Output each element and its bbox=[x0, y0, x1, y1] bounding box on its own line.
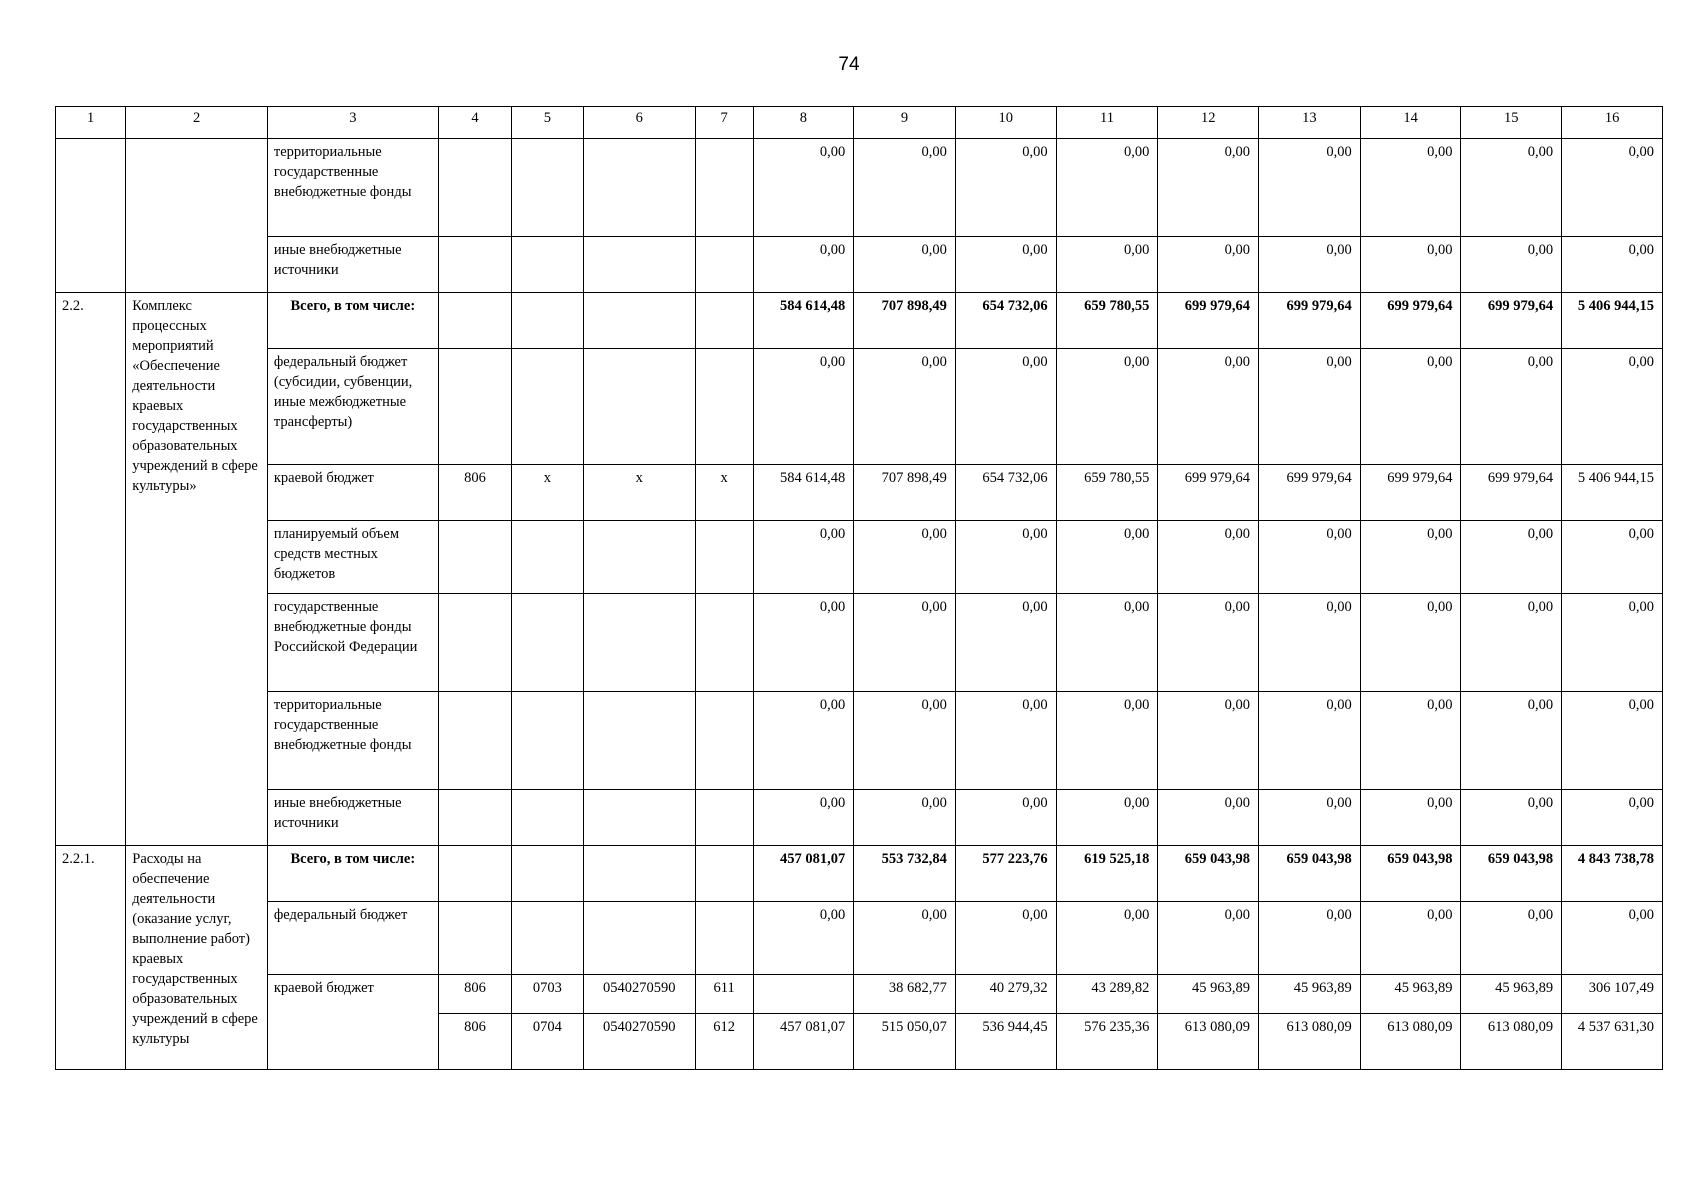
total-cell: 4 537 631,30 bbox=[1562, 1014, 1663, 1070]
value-cell: 0,00 bbox=[1461, 237, 1562, 293]
value-cell: 0,00 bbox=[854, 902, 956, 975]
item-name-cell bbox=[126, 139, 268, 293]
value-cell: 0,00 bbox=[854, 692, 956, 790]
grbs-cell bbox=[438, 139, 511, 237]
value-cell: 613 080,09 bbox=[1461, 1014, 1562, 1070]
vr-cell bbox=[695, 349, 753, 465]
grbs-cell bbox=[438, 902, 511, 975]
value-cell: 707 898,49 bbox=[854, 293, 956, 349]
value-cell: 0,00 bbox=[1158, 790, 1259, 846]
value-cell: 0,00 bbox=[1259, 594, 1361, 692]
value-cell: 699 979,64 bbox=[1259, 293, 1361, 349]
rzpr-cell bbox=[512, 790, 583, 846]
total-cell: 0,00 bbox=[1562, 521, 1663, 594]
value-cell: 45 963,89 bbox=[1259, 975, 1361, 1014]
value-cell: 515 050,07 bbox=[854, 1014, 956, 1070]
value-cell: 0,00 bbox=[955, 349, 1056, 465]
table-row bbox=[56, 975, 1663, 1014]
value-cell: 0,00 bbox=[1158, 521, 1259, 594]
table-row bbox=[56, 846, 1663, 902]
table-row bbox=[56, 139, 1663, 237]
vr-cell: x bbox=[695, 465, 753, 521]
value-cell: 699 979,64 bbox=[1461, 465, 1562, 521]
csr-cell: x bbox=[583, 465, 695, 521]
value-cell: 0,00 bbox=[753, 521, 854, 594]
table-row bbox=[56, 790, 1663, 846]
vr-cell bbox=[695, 139, 753, 237]
rzpr-cell bbox=[512, 349, 583, 465]
value-cell: 613 080,09 bbox=[1360, 1014, 1461, 1070]
funding-source: иные внебюджетные источники bbox=[267, 237, 438, 293]
table-row bbox=[56, 594, 1663, 692]
value-cell: 553 732,84 bbox=[854, 846, 956, 902]
value-cell: 45 963,89 bbox=[1158, 975, 1259, 1014]
rzpr-cell: 0704 bbox=[512, 1014, 583, 1070]
csr-cell bbox=[583, 237, 695, 293]
column-number: 14 bbox=[1360, 107, 1461, 139]
value-cell: 0,00 bbox=[1158, 237, 1259, 293]
rzpr-cell bbox=[512, 237, 583, 293]
vr-cell bbox=[695, 594, 753, 692]
value-cell: 0,00 bbox=[955, 594, 1056, 692]
value-cell: 613 080,09 bbox=[1259, 1014, 1361, 1070]
value-cell: 0,00 bbox=[1056, 902, 1158, 975]
value-cell: 0,00 bbox=[955, 139, 1056, 237]
csr-cell bbox=[583, 790, 695, 846]
column-number: 2 bbox=[126, 107, 268, 139]
column-number: 3 bbox=[267, 107, 438, 139]
csr-cell: 0540270590 bbox=[583, 1014, 695, 1070]
value-cell: 0,00 bbox=[1158, 692, 1259, 790]
value-cell: 0,00 bbox=[854, 521, 956, 594]
value-cell: 45 963,89 bbox=[1360, 975, 1461, 1014]
value-cell: 0,00 bbox=[753, 692, 854, 790]
value-cell: 0,00 bbox=[1360, 902, 1461, 975]
value-cell: 0,00 bbox=[854, 594, 956, 692]
vr-cell bbox=[695, 293, 753, 349]
value-cell: 0,00 bbox=[1461, 349, 1562, 465]
value-cell: 0,00 bbox=[1056, 349, 1158, 465]
value-cell: 0,00 bbox=[955, 521, 1056, 594]
value-cell: 0,00 bbox=[1259, 902, 1361, 975]
value-cell: 45 963,89 bbox=[1461, 975, 1562, 1014]
value-cell: 38 682,77 bbox=[854, 975, 956, 1014]
value-cell: 613 080,09 bbox=[1158, 1014, 1259, 1070]
value-cell: 0,00 bbox=[753, 139, 854, 237]
value-cell: 659 043,98 bbox=[1259, 846, 1361, 902]
table-row bbox=[56, 237, 1663, 293]
value-cell: 0,00 bbox=[1056, 237, 1158, 293]
page-number: 74 bbox=[838, 54, 860, 75]
value-cell: 0,00 bbox=[753, 790, 854, 846]
column-number: 8 bbox=[753, 107, 854, 139]
value-cell: 659 780,55 bbox=[1056, 465, 1158, 521]
csr-cell bbox=[583, 521, 695, 594]
total-cell: 0,00 bbox=[1562, 902, 1663, 975]
vr-cell bbox=[695, 902, 753, 975]
value-cell: 699 979,64 bbox=[1360, 465, 1461, 521]
csr-cell bbox=[583, 846, 695, 902]
value-cell: 0,00 bbox=[1259, 349, 1361, 465]
value-cell: 0,00 bbox=[1360, 237, 1461, 293]
value-cell: 699 979,64 bbox=[1158, 293, 1259, 349]
value-cell: 659 043,98 bbox=[1360, 846, 1461, 902]
value-cell: 457 081,07 bbox=[753, 1014, 854, 1070]
total-cell: 0,00 bbox=[1562, 594, 1663, 692]
value-cell: 707 898,49 bbox=[854, 465, 956, 521]
total-cell: 0,00 bbox=[1562, 237, 1663, 293]
rzpr-cell: 0703 bbox=[512, 975, 583, 1014]
vr-cell bbox=[695, 692, 753, 790]
rzpr-cell bbox=[512, 594, 583, 692]
value-cell: 0,00 bbox=[1259, 237, 1361, 293]
value-cell: 0,00 bbox=[1158, 349, 1259, 465]
total-cell: 4 843 738,78 bbox=[1562, 846, 1663, 902]
rzpr-cell bbox=[512, 846, 583, 902]
value-cell: 457 081,07 bbox=[753, 846, 854, 902]
vr-cell: 611 bbox=[695, 975, 753, 1014]
item-code-cell: 2.2. bbox=[56, 293, 126, 846]
value-cell: 0,00 bbox=[1461, 521, 1562, 594]
grbs-cell: 806 bbox=[438, 1014, 511, 1070]
value-cell: 0,00 bbox=[1056, 521, 1158, 594]
value-cell: 654 732,06 bbox=[955, 465, 1056, 521]
value-cell: 0,00 bbox=[955, 902, 1056, 975]
value-cell: 659 043,98 bbox=[1158, 846, 1259, 902]
funding-source: федеральный бюджет bbox=[267, 902, 438, 975]
rzpr-cell bbox=[512, 139, 583, 237]
value-cell: 654 732,06 bbox=[955, 293, 1056, 349]
total-cell: 0,00 bbox=[1562, 139, 1663, 237]
value-cell: 0,00 bbox=[1158, 139, 1259, 237]
value-cell: 0,00 bbox=[753, 349, 854, 465]
csr-cell bbox=[583, 594, 695, 692]
value-cell: 659 780,55 bbox=[1056, 293, 1158, 349]
column-number: 6 bbox=[583, 107, 695, 139]
column-number: 7 bbox=[695, 107, 753, 139]
vr-cell: 612 bbox=[695, 1014, 753, 1070]
csr-cell bbox=[583, 692, 695, 790]
column-number: 1 bbox=[56, 107, 126, 139]
value-cell: 576 235,36 bbox=[1056, 1014, 1158, 1070]
csr-cell bbox=[583, 139, 695, 237]
value-cell: 0,00 bbox=[854, 139, 956, 237]
rzpr-cell bbox=[512, 293, 583, 349]
value-cell: 0,00 bbox=[1461, 902, 1562, 975]
value-cell: 699 979,64 bbox=[1259, 465, 1361, 521]
value-cell: 577 223,76 bbox=[955, 846, 1056, 902]
funding-source: территориальные государственные внебюджетные фонды bbox=[267, 692, 438, 790]
value-cell: 0,00 bbox=[955, 790, 1056, 846]
funding-source: краевой бюджет bbox=[267, 975, 438, 1070]
budget-table bbox=[55, 106, 1663, 1070]
value-cell: 0,00 bbox=[1360, 692, 1461, 790]
rzpr-cell bbox=[512, 692, 583, 790]
value-cell: 619 525,18 bbox=[1056, 846, 1158, 902]
column-number: 5 bbox=[512, 107, 583, 139]
grbs-cell bbox=[438, 846, 511, 902]
value-cell: 0,00 bbox=[1360, 349, 1461, 465]
vr-cell bbox=[695, 790, 753, 846]
total-cell: 5 406 944,15 bbox=[1562, 293, 1663, 349]
table-row bbox=[56, 349, 1663, 465]
table-row bbox=[56, 692, 1663, 790]
value-cell: 0,00 bbox=[1360, 139, 1461, 237]
value-cell: 0,00 bbox=[854, 349, 956, 465]
value-cell: 0,00 bbox=[955, 692, 1056, 790]
value-cell: 43 289,82 bbox=[1056, 975, 1158, 1014]
value-cell: 0,00 bbox=[955, 237, 1056, 293]
funding-source: планируемый объем средств местных бюджетов bbox=[267, 521, 438, 594]
value-cell: 0,00 bbox=[1056, 790, 1158, 846]
grbs-cell bbox=[438, 237, 511, 293]
value-cell: 0,00 bbox=[753, 237, 854, 293]
grbs-cell bbox=[438, 521, 511, 594]
column-number: 15 bbox=[1461, 107, 1562, 139]
item-name-cell: Комплекс процессных мероприятий «Обеспечение деятельности краевых государственных образовательных учреждений в сфере культуры» bbox=[126, 293, 268, 846]
value-cell: 0,00 bbox=[1056, 594, 1158, 692]
value-cell: 0,00 bbox=[753, 902, 854, 975]
value-cell bbox=[753, 975, 854, 1014]
column-number: 16 bbox=[1562, 107, 1663, 139]
item-name-cell: Расходы на обеспечение деятельности (оказание услуг, выполнение работ) краевых государственных образовательных учреждений в сфере культуры bbox=[126, 846, 268, 1070]
total-cell: 0,00 bbox=[1562, 349, 1663, 465]
funding-source: иные внебюджетные источники bbox=[267, 790, 438, 846]
value-cell: 0,00 bbox=[1259, 790, 1361, 846]
funding-source: Всего, в том числе: bbox=[267, 846, 438, 902]
vr-cell bbox=[695, 846, 753, 902]
value-cell: 0,00 bbox=[1056, 139, 1158, 237]
column-number: 10 bbox=[955, 107, 1056, 139]
total-cell: 5 406 944,15 bbox=[1562, 465, 1663, 521]
total-cell: 0,00 bbox=[1562, 692, 1663, 790]
grbs-cell bbox=[438, 790, 511, 846]
vr-cell bbox=[695, 521, 753, 594]
csr-cell: 0540270590 bbox=[583, 975, 695, 1014]
value-cell: 584 614,48 bbox=[753, 465, 854, 521]
value-cell: 0,00 bbox=[1461, 594, 1562, 692]
table-row bbox=[56, 293, 1663, 349]
grbs-cell bbox=[438, 594, 511, 692]
value-cell: 699 979,64 bbox=[1360, 293, 1461, 349]
item-code-cell: 2.2.1. bbox=[56, 846, 126, 1070]
value-cell: 0,00 bbox=[1259, 692, 1361, 790]
value-cell: 0,00 bbox=[1461, 790, 1562, 846]
value-cell: 0,00 bbox=[1056, 692, 1158, 790]
grbs-cell: 806 bbox=[438, 465, 511, 521]
column-number: 4 bbox=[438, 107, 511, 139]
funding-source: федеральный бюджет (субсидии, субвенции, иные межбюджетные трансферты) bbox=[267, 349, 438, 465]
rzpr-cell: x bbox=[512, 465, 583, 521]
value-cell: 0,00 bbox=[854, 790, 956, 846]
value-cell: 0,00 bbox=[1461, 692, 1562, 790]
value-cell: 0,00 bbox=[1158, 594, 1259, 692]
column-number: 9 bbox=[854, 107, 956, 139]
value-cell: 0,00 bbox=[753, 594, 854, 692]
value-cell: 699 979,64 bbox=[1158, 465, 1259, 521]
column-number: 13 bbox=[1259, 107, 1361, 139]
value-cell: 659 043,98 bbox=[1461, 846, 1562, 902]
grbs-cell bbox=[438, 293, 511, 349]
csr-cell bbox=[583, 902, 695, 975]
column-number-row bbox=[56, 107, 1663, 139]
value-cell: 40 279,32 bbox=[955, 975, 1056, 1014]
column-number: 12 bbox=[1158, 107, 1259, 139]
grbs-cell bbox=[438, 349, 511, 465]
value-cell: 0,00 bbox=[854, 237, 956, 293]
table-row bbox=[56, 521, 1663, 594]
funding-source: Всего, в том числе: bbox=[267, 293, 438, 349]
grbs-cell bbox=[438, 692, 511, 790]
funding-source: краевой бюджет bbox=[267, 465, 438, 521]
value-cell: 0,00 bbox=[1259, 139, 1361, 237]
funding-source: территориальные государственные внебюджетные фонды bbox=[267, 139, 438, 237]
grbs-cell: 806 bbox=[438, 975, 511, 1014]
csr-cell bbox=[583, 293, 695, 349]
value-cell: 584 614,48 bbox=[753, 293, 854, 349]
item-code-cell bbox=[56, 139, 126, 293]
vr-cell bbox=[695, 237, 753, 293]
total-cell: 0,00 bbox=[1562, 790, 1663, 846]
total-cell: 306 107,49 bbox=[1562, 975, 1663, 1014]
table-row bbox=[56, 465, 1663, 521]
value-cell: 0,00 bbox=[1158, 902, 1259, 975]
value-cell: 0,00 bbox=[1360, 521, 1461, 594]
value-cell: 699 979,64 bbox=[1461, 293, 1562, 349]
rzpr-cell bbox=[512, 521, 583, 594]
value-cell: 0,00 bbox=[1360, 790, 1461, 846]
csr-cell bbox=[583, 349, 695, 465]
value-cell: 0,00 bbox=[1259, 521, 1361, 594]
value-cell: 0,00 bbox=[1461, 139, 1562, 237]
table-row bbox=[56, 902, 1663, 975]
column-number: 11 bbox=[1056, 107, 1158, 139]
rzpr-cell bbox=[512, 902, 583, 975]
funding-source: государственные внебюджетные фонды Российской Федерации bbox=[267, 594, 438, 692]
value-cell: 536 944,45 bbox=[955, 1014, 1056, 1070]
value-cell: 0,00 bbox=[1360, 594, 1461, 692]
